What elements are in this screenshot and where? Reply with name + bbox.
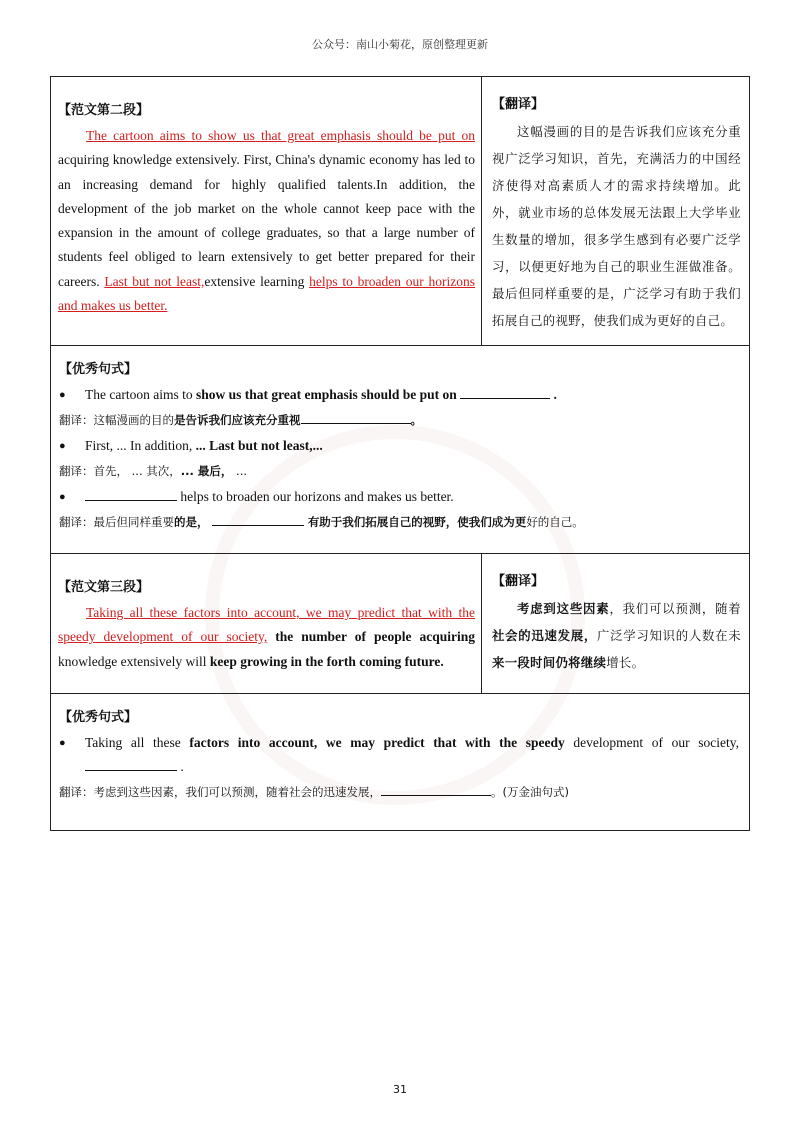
- fill-blank: [212, 511, 304, 526]
- sentence-item: ● helps to broaden our horizons and makes us better.: [59, 485, 739, 509]
- fill-blank: [460, 384, 550, 399]
- model-paragraph-3-section: [50, 553, 750, 694]
- fill-blank: [301, 409, 411, 424]
- translation-3: [482, 554, 749, 693]
- model-paragraph-2: [51, 77, 482, 345]
- bullet-icon: ●: [59, 737, 66, 749]
- sentence-translation: 翻译：首先， ... 其次，... 最后， ...: [59, 464, 248, 478]
- sentence-item: ● Taking all these factors into account, we may predict that with the speedy development of our society, .: [59, 731, 739, 779]
- bullet-icon: ●: [59, 389, 66, 401]
- chinese-translation: 这幅漫画的目的是告诉我们应该充分重视广泛学习知识，首先，充满活力的中国经济使得对高素质人才的需求持续增加。此外，就业市场的总体发展无法跟上大学毕业生数量的增加，很多学生感到有必要广泛学习，以便更好地为自己的职业生涯做准备。最后但同样重要的是，广泛学习有助于我们拓展自己的视野，使我们成为更好的自己。: [492, 124, 741, 328]
- sentence-translation: 翻译：这幅漫画的目的是告诉我们应该充分重视 。: [59, 409, 739, 431]
- english-paragraph: The cartoon aims to show us that great emphasis should be put on acquiring knowledge extensively. First, China's dynamic economy has led to an increasing demand for highly qualified talents.In addition, the development of the job market on the whole cannot keep pace with the expansion in the amount of college graduates, so that a large number of students feel obliged to learn extensively to get better prepared for their careers. Last but not least,extensive learning helps to broaden our horizons and makes us better.: [58, 128, 476, 314]
- page-header: 公众号：南山小菊花，原创整理更新: [312, 38, 488, 51]
- excellent-sentences-1: [50, 345, 750, 554]
- section-tag: 【优秀句式】: [59, 362, 138, 377]
- excellent-sentences-2: [50, 693, 750, 831]
- fill-blank: [85, 756, 177, 771]
- sentence-item: ● First, ... In addition, ... Last but not least,...: [59, 434, 739, 458]
- translation-2: [482, 77, 749, 345]
- translation-tag: 【翻译】: [492, 97, 545, 112]
- section-tag: 【范文第二段】: [58, 103, 150, 118]
- bullet-icon: ●: [59, 440, 66, 452]
- bullet-icon: ●: [59, 491, 66, 503]
- section-tag: 【优秀句式】: [59, 710, 138, 725]
- fill-blank: [85, 486, 177, 501]
- fill-blank: [381, 781, 491, 796]
- sentence-translation: 翻译：考虑到这些因素，我们可以预测，随着社会的迅速发展， 。(万金油句式): [59, 781, 739, 803]
- translation-tag: 【翻译】: [492, 574, 545, 589]
- sentence-translation: 翻译：最后但同样重要的是， 有助于我们拓展自己的视野，使我们成为更好的自己。: [59, 511, 739, 533]
- model-paragraph-2-section: [50, 76, 750, 346]
- chinese-translation: 考虑到这些因素，我们可以预测，随着社会的迅速发展，广泛学习知识的人数在未来一段时间仍将继续增长。: [492, 601, 741, 670]
- sentence-item: ● The cartoon aims to show us that great emphasis should be put on .: [59, 383, 739, 407]
- page-number: 31: [393, 1083, 407, 1096]
- model-paragraph-3: [51, 554, 482, 693]
- section-tag: 【范文第三段】: [58, 580, 150, 595]
- english-paragraph: Taking all these factors into account, we may predict that with the speedy development of our society, the number of people acquiring knowledge extensively will keep growing in the forth coming future.: [58, 605, 475, 669]
